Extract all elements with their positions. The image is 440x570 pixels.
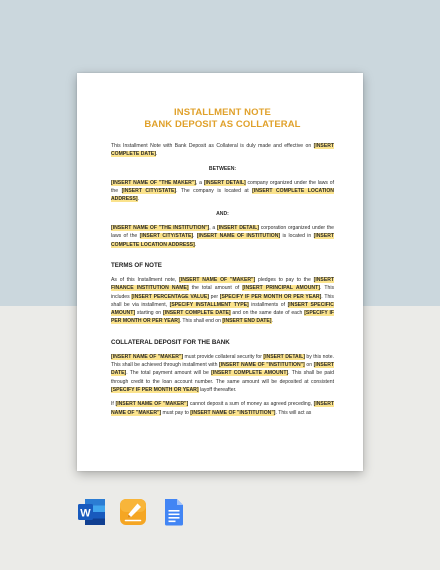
word-icon[interactable]: [77, 497, 107, 527]
placeholder-highlight: [SPECIFY IF PER MONTH OR PER YEAR]: [219, 293, 322, 300]
maker-paragraph: [111, 179, 334, 204]
text-segment: is located in: [280, 233, 314, 240]
between-label: BETWEEN:: [208, 165, 237, 172]
placeholder-highlight: [INSERT COMPLETE DATE]: [111, 143, 334, 158]
placeholder-highlight: [INSERT NAME OF "INSTITUTION"]: [190, 409, 276, 416]
placeholder-highlight: [INSERT DETAIL]: [263, 353, 305, 360]
text-segment: . The company is located at: [176, 188, 253, 195]
text-segment: cannot deposit a sum of money as agreed preceding,: [188, 401, 314, 408]
text-segment: . This includes: [111, 285, 334, 300]
placeholder-highlight: [INSERT PERCENTAGE VALUE]: [131, 293, 209, 300]
text-segment: and on the same date of each: [230, 310, 305, 317]
text-segment: .: [155, 151, 158, 158]
text-segment: starting on: [135, 310, 163, 317]
word-letter: W: [80, 507, 91, 520]
text-segment: company organized under the laws of the: [111, 179, 334, 195]
placeholder-highlight: [INSERT PRINCIPAL AMOUNT]: [242, 285, 320, 292]
terms-paragraph: [111, 276, 334, 326]
terms-heading: TERMS OF NOTE: [111, 261, 162, 269]
text-segment: .: [193, 233, 197, 240]
placeholder-highlight: [INSERT CITY/STATE]: [121, 188, 177, 195]
placeholder-highlight: [INSERT NAME OF "THE MAKER"]: [111, 179, 196, 186]
institution-paragraph: [111, 224, 334, 249]
placeholder-highlight: [INSERT NAME OF "MAKER"]: [179, 276, 256, 283]
text-segment: must pay to: [161, 409, 191, 416]
placeholder-highlight: [INSERT NAME OF INSTITUTION]: [196, 233, 281, 240]
placeholder-highlight: [INSERT COMPLETE LOCATION ADDRESS]: [111, 188, 334, 203]
placeholder-highlight: [SPECIFY IF PER MONTH OR YEAR]: [111, 386, 199, 393]
placeholder-highlight: [INSERT CITY/STATE]: [139, 233, 194, 240]
placeholder-highlight: [INSERT COMPLETE LOCATION ADDRESS]: [111, 233, 335, 248]
text-segment: .: [271, 318, 273, 325]
text-segment: by this note. This shall be achieved through installment with: [111, 353, 334, 369]
placeholder-highlight: [SPECIFY INSTALLMENT TYPE]: [169, 301, 249, 308]
placeholder-highlight: [INSERT END DATE]: [222, 318, 272, 325]
text-segment: pledges to pay to the: [255, 276, 314, 283]
placeholder-highlight: [INSERT NAME OF "MAKER"]: [111, 353, 184, 360]
text-segment: This Installment Note with Bank Deposit as Collateral is duly made and effective on: [111, 143, 314, 149]
document-title: [111, 107, 334, 130]
last-paragraph: [111, 400, 334, 417]
text-segment: must provide collateral security for: [183, 353, 264, 360]
title-line-2: BANK DEPOSIT AS COLLATERAL: [144, 118, 301, 130]
text-segment: . The total payment amount will be: [126, 370, 212, 377]
text-segment: As of this Installment note,: [111, 276, 180, 283]
and-label: AND:: [216, 210, 229, 217]
placeholder-highlight: [INSERT DETAIL]: [203, 179, 246, 186]
text-segment: on: [304, 362, 314, 369]
document-content: [111, 107, 334, 417]
text-segment: the total amount of: [188, 285, 243, 292]
collateral-heading: COLLATERAL DEPOSIT FOR THE BANK: [111, 338, 230, 346]
text-segment: , a: [195, 179, 204, 186]
placeholder-highlight: [INSERT NAME OF "MAKER"]: [115, 401, 189, 408]
text-segment: , a: [209, 225, 218, 232]
text-segment: per: [208, 293, 220, 300]
collateral-paragraph: [111, 353, 334, 394]
text-segment: If: [111, 401, 116, 408]
format-icons: [0, 497, 440, 527]
placeholder-highlight: [INSERT NAME OF "MAKER"]: [111, 401, 334, 416]
intro-paragraph: [111, 142, 334, 159]
title-line-1: INSTALLMENT NOTE: [174, 107, 271, 118]
placeholder-highlight: [INSERT COMPLETE DATE]: [162, 310, 231, 317]
placeholder-highlight: [SPECIFY IF PER MONTH OR PER YEAR]: [111, 310, 335, 325]
placeholder-highlight: [INSERT FINANCE INSTITUTION NAME]: [111, 276, 335, 292]
text-segment: .: [137, 196, 140, 203]
pages-icon[interactable]: [118, 497, 148, 527]
text-segment: .: [194, 241, 197, 248]
text-segment: . This shall end on: [179, 318, 223, 325]
text-segment: layoff thereafter.: [198, 386, 237, 393]
placeholder-highlight: [INSERT DATE]: [111, 362, 334, 377]
placeholder-highlight: [INSERT SPECIFIC AMOUNT]: [111, 301, 334, 317]
text-segment: corporation organized under the laws of the: [111, 225, 334, 240]
document-preview: [77, 73, 363, 471]
text-segment: . This shall be paid through credit to the loan account number. The same amount will be deposited at consistent: [111, 370, 334, 385]
text-segment: . This will act as: [275, 409, 312, 416]
placeholder-highlight: [INSERT DETAIL]: [217, 225, 259, 232]
text-segment: installments of: [248, 301, 288, 308]
placeholder-highlight: [INSERT NAME OF "INSTITUTION"]: [219, 362, 305, 369]
placeholder-highlight: [INSERT COMPLETE AMOUNT]: [211, 370, 289, 377]
text-segment: . This shall be via installment,: [111, 293, 334, 308]
google-docs-icon[interactable]: [158, 497, 188, 527]
placeholder-highlight: [INSERT NAME OF "THE INSTITUTION"]: [111, 225, 210, 232]
